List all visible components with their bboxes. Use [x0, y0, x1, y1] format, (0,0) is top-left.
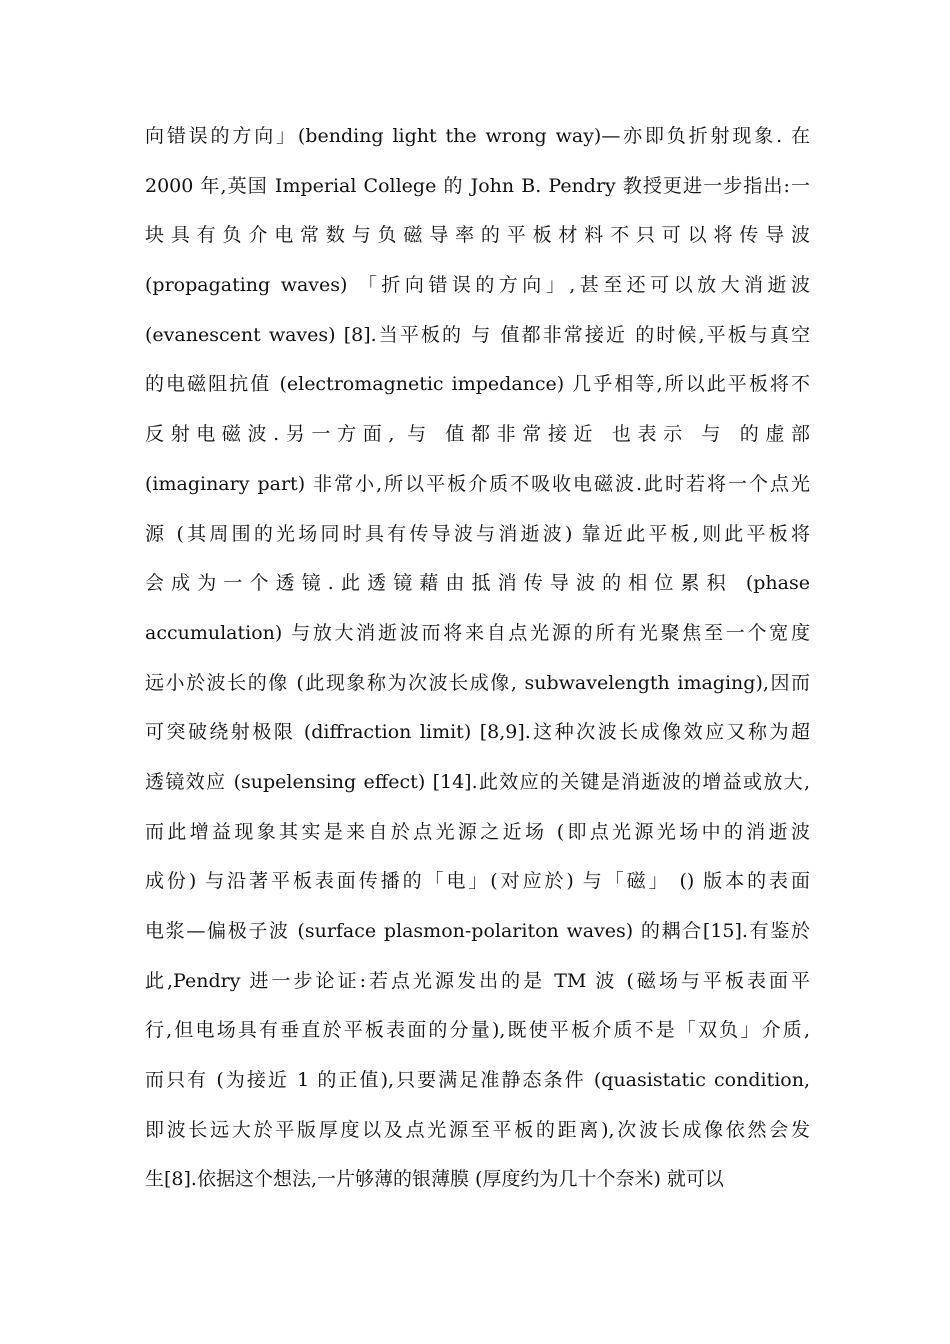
body-text: [145, 118, 810, 1211]
text-line: 源 (其周围的光场同时具有传导波与消逝波) 靠近此平板,则此平板将: [145, 522, 810, 545]
text-line: 此,Pendry 进一步论证:若点光源发出的是 TM 波 (磁场与平板表面平: [145, 969, 810, 992]
text-line: 2000 年,英国 Imperial College 的 John B. Pendry 教授更进一步指出:一: [145, 174, 810, 197]
text-line: 反射电磁波.另一方面, 与 值都非常接近 也表示 与 的虚部: [145, 423, 810, 446]
text-line: 透镜效应 (supelensing effect) [14].此效应的关键是消逝波的增益或放大,: [145, 770, 810, 793]
text-line: 生[8].依据这个想法,一片够薄的银薄膜 (厚度约为几十个奈米) 就可以: [145, 1168, 724, 1191]
text-line: (propagating waves) 「折向错误的方向」,甚至还可以放大消逝波: [145, 274, 810, 297]
text-line: accumulation) 与放大消逝波而将来自点光源的所有光聚焦至一个宽度: [145, 621, 810, 644]
text-line: (imaginary part) 非常小,所以平板介质不吸收电磁波.此时若将一个点光: [145, 472, 810, 495]
text-line: 行,但电场具有垂直於平板表面的分量),既使平板介质不是「双负」介质,: [145, 1019, 810, 1042]
text-line: 会成为一个透镜.此透镜藉由抵消传导波的相位累积 (phase: [145, 572, 810, 595]
text-line: 电浆—偏极子波 (surface plasmon-polariton waves) 的耦合[15].有鉴於: [145, 920, 810, 942]
text-line: 而只有 (为接近 1 的正值),只要满足准静态条件 (quasistatic condition,: [145, 1069, 810, 1092]
text-line: (evanescent waves) [8].当平板的 与 值都非常接近 的时候,平板与真空: [145, 323, 810, 346]
text-line: 远小於波长的像 (此现象称为次波长成像, subwavelength imaging),因而: [145, 671, 810, 694]
text-line: 成份) 与沿著平板表面传播的「电」(对应於) 与「磁」 () 版本的表面: [145, 870, 810, 893]
text-line: 的电磁阻抗值 (electromagnetic impedance) 几乎相等,所以此平板将不: [145, 373, 810, 396]
text-line: 而此增益现象其实是来自於点光源之近场 (即点光源光场中的消逝波: [145, 820, 810, 843]
text-line: 向错误的方向」(bending light the wrong way)—亦即负折射现象. 在: [145, 125, 810, 147]
text-line: 即波长远大於平版厚度以及点光源至平板的距离),次波长成像依然会发: [145, 1118, 810, 1141]
text-line: 可突破绕射极限 (diffraction limit) [8,9].这种次波长成像效应又称为超: [145, 721, 810, 744]
text-line: 块具有负介电常数与负磁导率的平板材料不只可以将传导波: [145, 224, 810, 247]
